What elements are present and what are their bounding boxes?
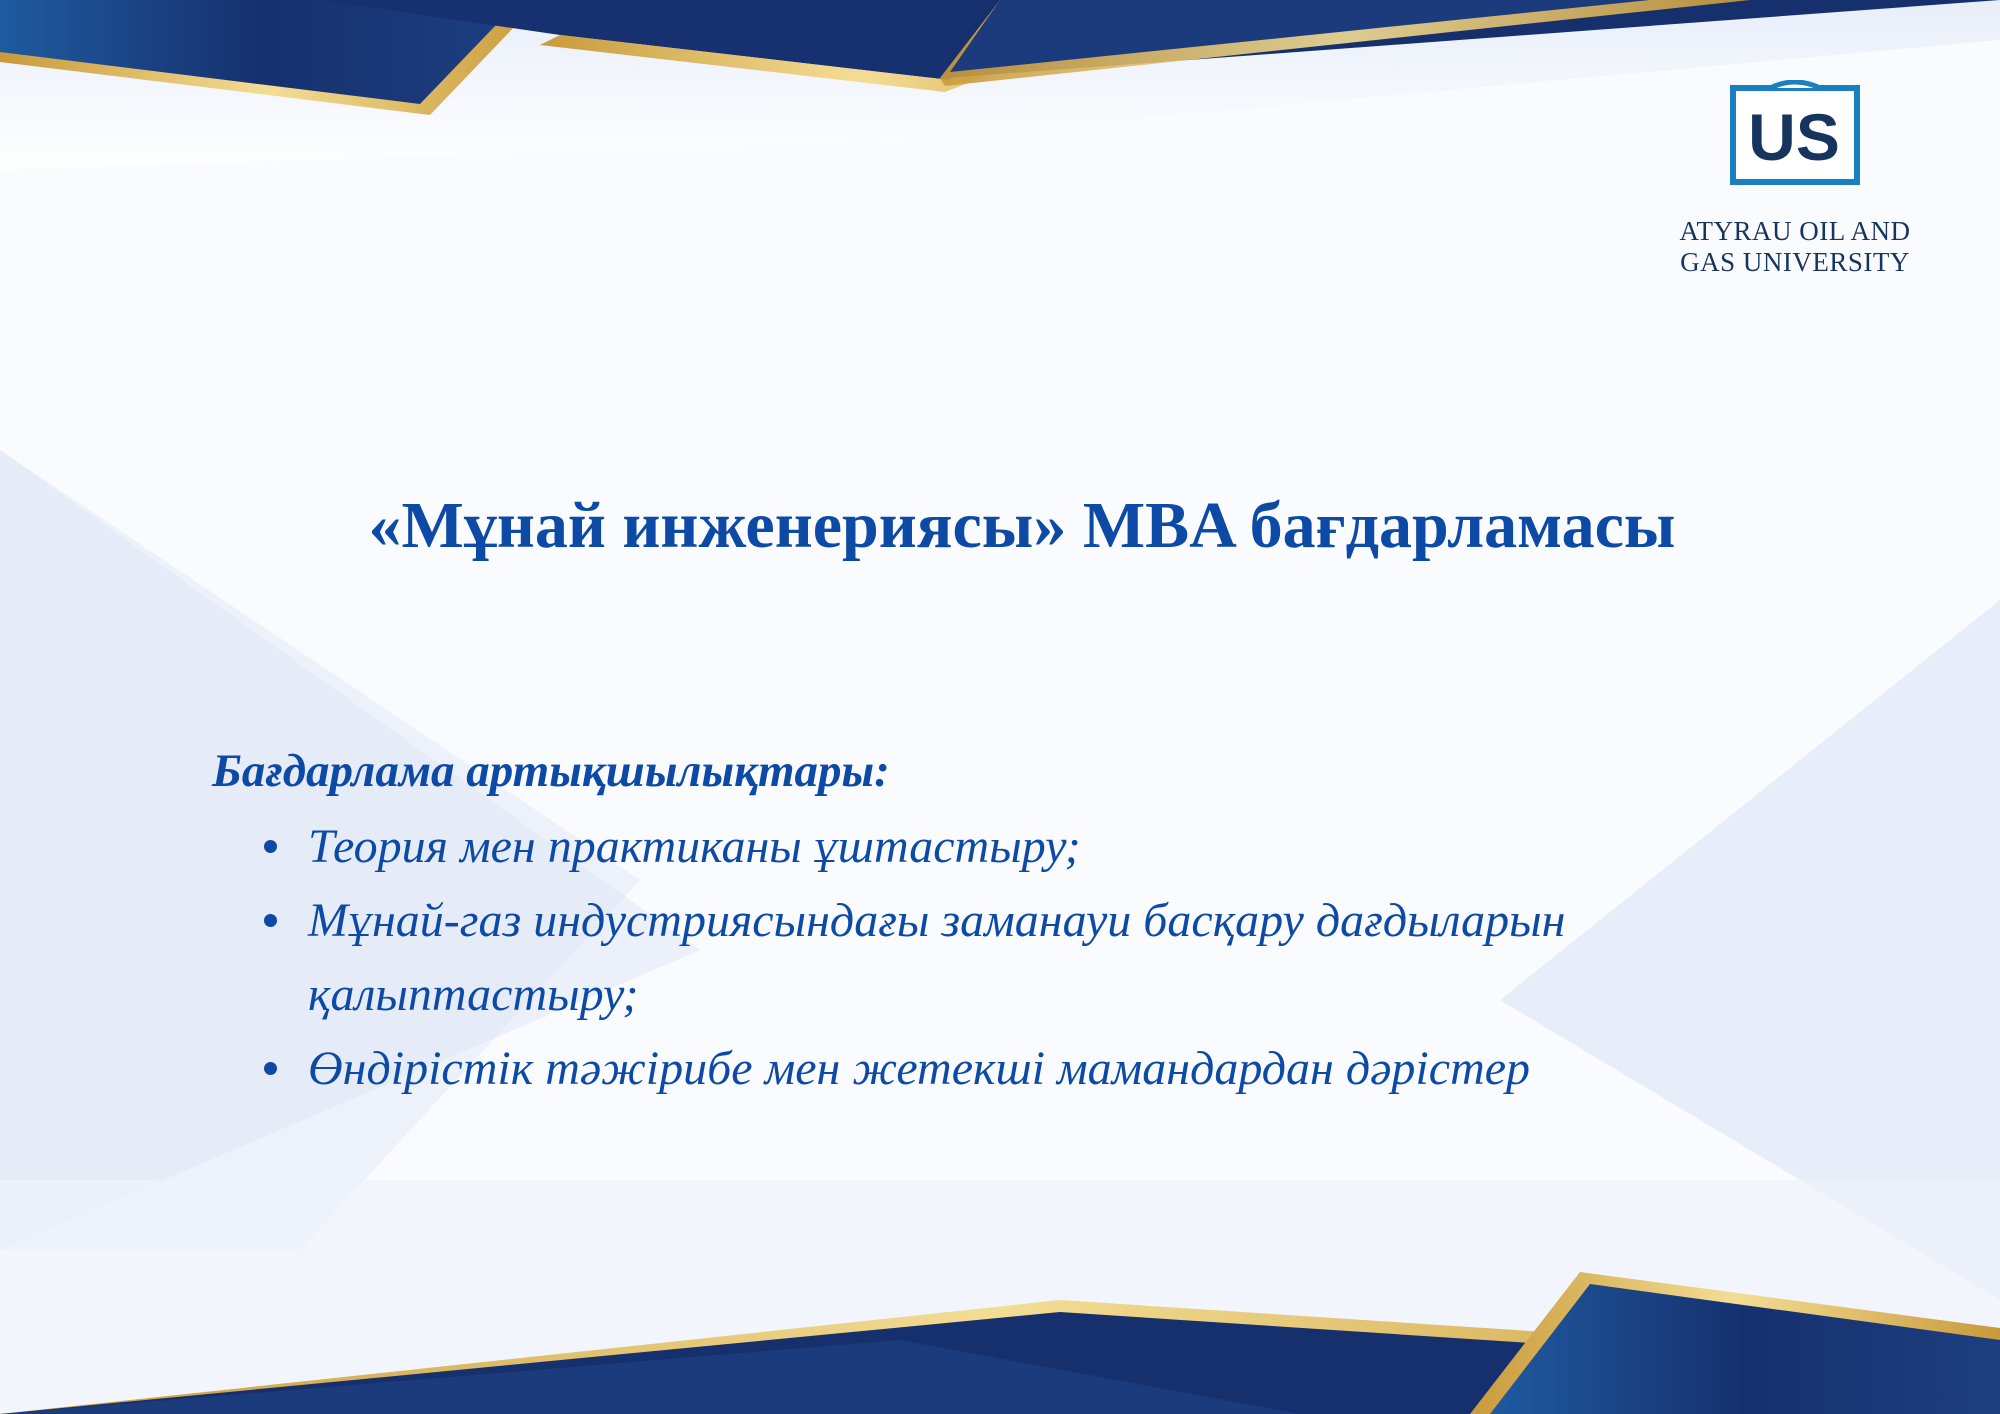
svg-text:US: US bbox=[1748, 100, 1840, 174]
logo-text-line-1: ATYRAU OIL AND bbox=[1679, 216, 1911, 246]
us-book-logo-icon bbox=[1730, 80, 1860, 186]
bullet-icon bbox=[264, 914, 277, 927]
list-item-text: Өндірістік тәжірибе мен жетекші мамандардан дәрістер bbox=[308, 1042, 1531, 1095]
list-item bbox=[212, 810, 1832, 884]
logo-text-line-2: GAS UNIVERSITY bbox=[1680, 247, 1910, 277]
university-logo bbox=[1660, 80, 1930, 278]
list-item-text: Мұнай-газ индустриясындағы заманауи басқару дағдыларын қалыптастыру; bbox=[308, 894, 1566, 1021]
advantages-heading: Бағдарлама артықшылықтары: bbox=[212, 745, 890, 797]
advantages-section bbox=[212, 740, 1832, 1106]
advantages-list bbox=[212, 810, 1832, 1106]
page-title: «Мұнай инженериясы» MBA бағдарламасы bbox=[368, 489, 1676, 562]
bullet-icon bbox=[264, 1062, 277, 1075]
list-item bbox=[212, 1032, 1832, 1106]
list-item-text: Теория мен практиканы ұштастыру; bbox=[308, 820, 1081, 873]
list-item bbox=[212, 884, 1832, 1032]
bullet-icon bbox=[264, 840, 277, 853]
